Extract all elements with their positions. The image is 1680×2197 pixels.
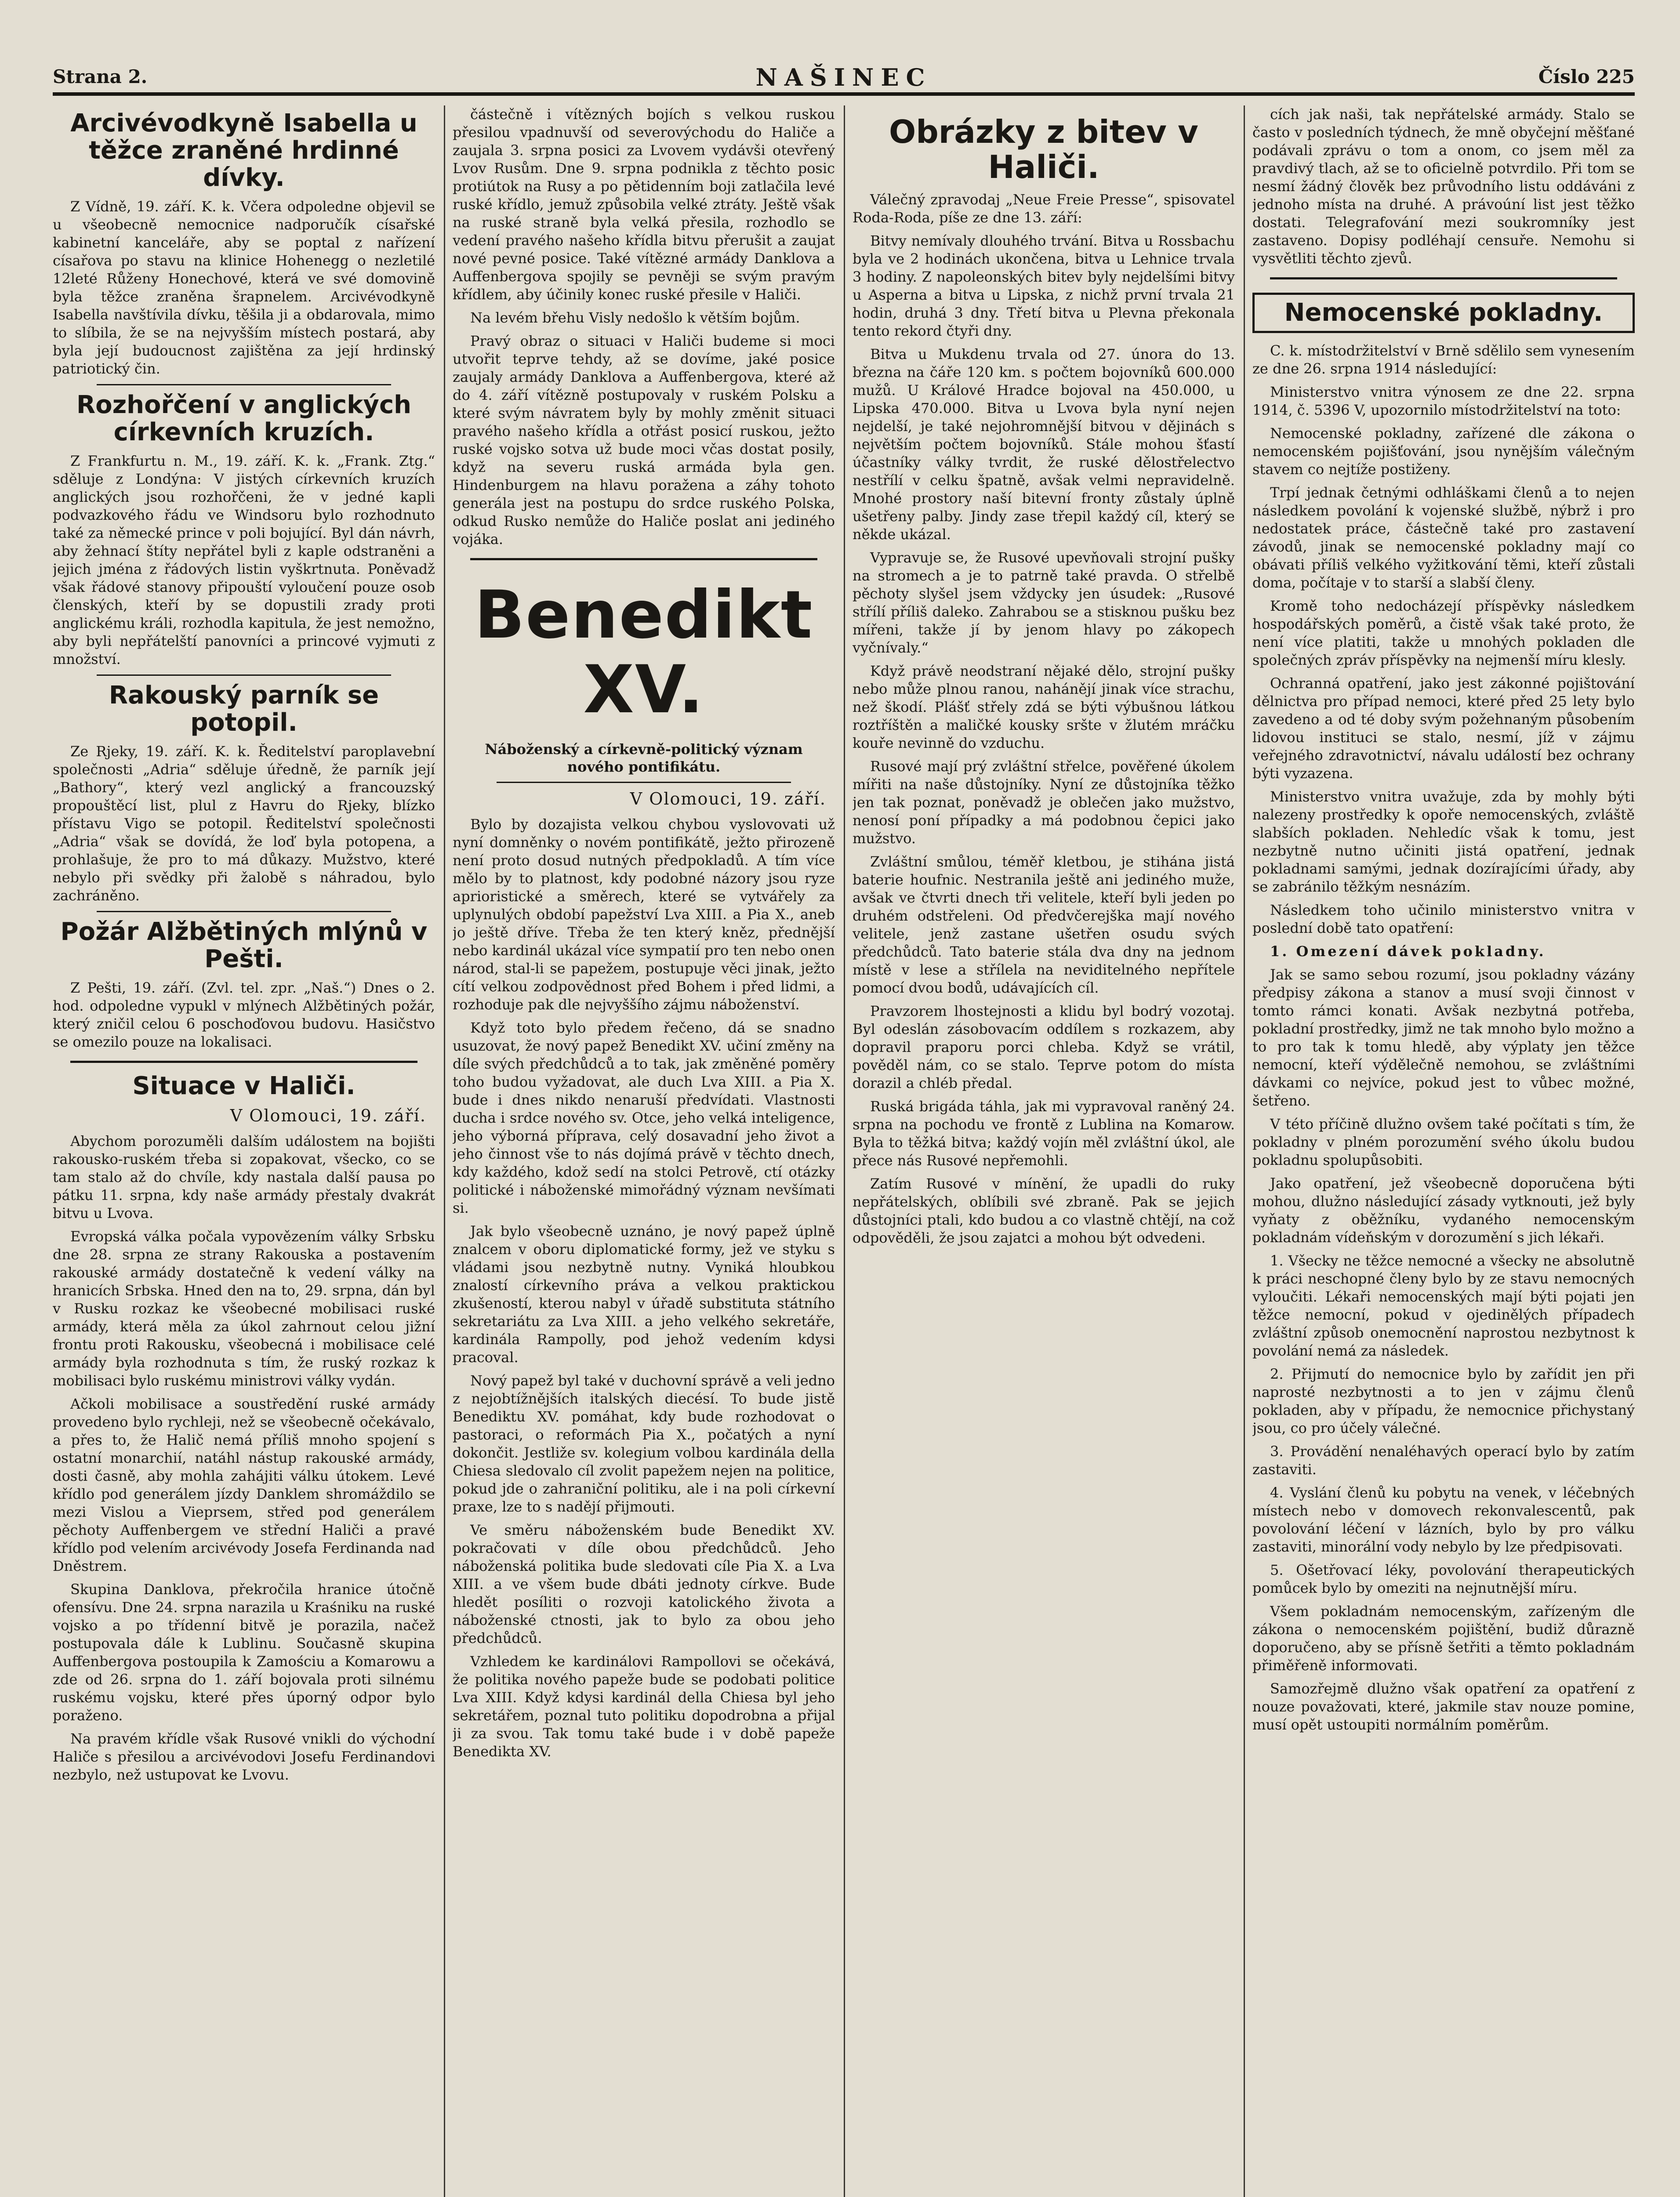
article-paragraph: Ministerstvo vnitra výnosem ze dne 22. srpna 1914, č. 5396 V, upozornilo místodržitelství na toto: <box>1252 384 1635 418</box>
article-paragraph: Na pravém křídle však Rusové vnikli do východní Haliče s přesilou a arcivévodovi Josefu Ferdinandovi nezbylo, než ustupovat ke Lvovu. <box>53 1730 435 1783</box>
divider <box>97 674 391 676</box>
dateline: V Olomouci, 19. září. <box>230 1106 426 1125</box>
article-paragraph: C. k. místodržitelství v Brně sdělilo sem vynesením ze dne 26. srpna 1914 následující: <box>1252 342 1635 377</box>
masthead <box>53 63 1635 96</box>
article-paragraph: Ochranná opatření, jako jest zákonné pojištování dělnictva pro případ nemoci, které před 25 lety bylo zavedeno a od té doby svým požehnaným působením lidovou instituci se stalo, nesmí, jíž v zájmu veřejného zdravotnictví, návalu událostí bez ochrany býti vyzazena. <box>1252 675 1635 782</box>
article-paragraph: 4. Vyslání členů ku pobytu na venek, v léčebných místech nebo v domovech rekonvalescentů, pak povolování léčení v lázních, bylo by pro válku zastaviti, minorální vody nebylo by lze předpisovati. <box>1252 1484 1635 1555</box>
article-title: Nemocenské pokladny. <box>1252 293 1635 333</box>
issue-number: Číslo 225 <box>1538 66 1635 87</box>
article-paragraph: Ve směru náboženském bude Benedikt XV. pokračovati v díle obou předchůdců. Jeho náboženská politika bude sledovati cíle Pia X. a Lva XIII. a ve všem bude dbáti jednoty církve. Bude hledět posíliti o rozvoji katolického života a náboženské ctnosti, jak to bylo za obou jeho předchůdců. <box>453 1522 835 1646</box>
article-paragraph: Zatím Rusové v mínění, že upadli do ruky nepřátelských, oblíbili své zbraně. Pak se jejich důstojníci ptali, kdo budou a co vlastně chtějí, na což odpověděli, že jsou zajatci a mohou být odvedeni. <box>853 1175 1235 1246</box>
article-paragraph: Následkem toho učinilo ministerstvo vnitra v poslední době tato opatření: <box>1252 902 1635 936</box>
article-paragraph: V této příčině dlužno ovšem také počítati s tím, že pokladny v plném porozumění svého úkolu budou pokladnu spolupůsobiti. <box>1252 1116 1635 1168</box>
article-title: Obrázky z bitev v Haliči. <box>889 113 1198 185</box>
column-rule <box>1244 105 1245 2197</box>
article-paragraph: Bitva u Mukdenu trvala od 27. února do 13. března na čáře 120 km. s počtem bojovníků 600.000 mužů. U Králové Hradce bojoval na 450.000, u Lipska 470.000. Bitva u Lvova byla nyní nejen nejdelší, je také nejohromnější bitvou v dějinách s největším počtem bojovníků. Stále mohou šťastí účastníky války tvrdit, že ruské dělostřelectvo nestřílí v celku špatně, avšak velmi nepravidelně. Mnohé prostory naší bitevní fronty zůstaly úplně ušetřeny palby. Jindy zase třepil každý cíl, který se někde ukázal. <box>853 346 1235 543</box>
article-paragraph: Nemocenské pokladny, zařízené dle zákona o nemocenském pojišťování, jsou nynějším válečným stavem co nejtíže postiženy. <box>1252 425 1635 478</box>
divider <box>97 911 391 912</box>
article-paragraph: 1. Všecky ne těžce nemocné a všecky ne absolutně k práci neschopné členy bylo by ze stavu nemocných vyloučiti. Lékaři nemocenských mají býti pojati jen těžce nemocní, pokud v ojedinělých případech zvláštní způsob onemocnění naprostou nezbytnost k povolání nemá za následek. <box>1252 1252 1635 1359</box>
article-paragraph: cích jak naši, tak nepřátelské armády. Stalo se často v posledních týdnech, že mně obyčejní měšťané podávali zprávu o tom a onom, co jsem měl za pravdivý tlach, až se to oficielně potvrdilo. Při tom se nesmí žádný člověk bez průvodního listu oddáváni z jednoho místa na druhé. A právoúní list jest těžko dostati. Telegrafování mezi soukromníky jest zastaveno. Dopisy podléhají censuře. Nemohu si vysvětliti těchto zjevů. <box>1252 106 1635 267</box>
article-title: Požár Alžbětiných mlýnů v Pešti. <box>60 917 428 973</box>
article-paragraph: Všem pokladnám nemocenským, zařízeným dle zákona o nemocenském pojištění, budiž důrazně doporučeno, aby se přísně šetřiti a těmto pokladnám přiměřeně informovati. <box>1252 1603 1635 1674</box>
article-paragraph: Jak se samo sebou rozumí, jsou pokladny vázány předpisy zákona a stanov a musí svoji činnost v tomto rámci konati. Avšak nezbytná potřeba, pokladní prostředky, jimž ne tak mnoho bylo možno a to pro tak k tomu hledě, aby výplaty jen těžce nemocní, kteří výdělečně nemohou, se zvláštními dávkami co nejvíce, pokud jest to vůbec možné, šetřeno. <box>1252 966 1635 1109</box>
column-4 <box>1252 105 1635 2197</box>
article-paragraph: Evropská válka počala vypovězením války Srbsku dne 28. srpna ze strany Rakouska a postavením rakouské armády dostatečně k vedení války na hranicích Srbska. Hned den na to, 29. srpna, dán byl v Rusku rozkaz ke všeobecné mobilisaci ruské armády, která měla za úkol zahrnout celou jižní frontu proti Rakousku, všeobecná i mobilisace celé armády byla rozhodnuta s tím, že ruský rozkaz k mobilisaci bylo ruskému ministrovi války vydán. <box>53 1228 435 1389</box>
article-title: Rakouský parník se potopil. <box>109 681 379 737</box>
column-rule <box>844 105 845 2197</box>
article-title: Situace v Haliči. <box>132 1072 356 1100</box>
article-paragraph: Pravzorem lhostejnosti a klidu byl bodrý vozotaj. Byl odeslán zásobovacím oddílem s rozkazem, aby dopravil praporu porci chleba. Když se vrátil, pověděl nám, co se stalo. Teprve potom do místa dorazil a chléb předal. <box>853 1003 1235 1091</box>
divider <box>470 558 817 560</box>
article-subtitle: Náboženský a církevně-politický význam nového pontifikátu. <box>485 741 803 775</box>
article-paragraph: Když právě neodstraní nějaké dělo, strojní pušky nebo může plnou ranou, nahánějí jinak více strachu, než škodí. Plášť střely zdá se býti výbušnou látkou roztříštěn a maličké kousky sršte v žlutém mráčku kouře nevinně do vzduchu. <box>853 663 1235 751</box>
divider <box>497 782 791 783</box>
article-paragraph: Abychom porozuměli dalším událostem na bojišti rakousko-ruském třeba si zopakovat, všecko, co se tam stalo až do chvíle, kdy nastala další pausa po pátku 11. srpna, kdy naše armády přestaly dvakrát bitvu u Lvova. <box>53 1133 435 1222</box>
article-paragraph: Bylo by dozajista velkou chybou vyslovovati už nyní domněnky o novém pontifikátě, ježto přirozeně není proto dosud nutných předpokladů. A tím více mělo by to platnost, kdy podobné názory jsou ryze aprioristické a směrech, které se vytvářely za uplynulých období papežství Lva XIII. a Pia X., aneb jo ještě dříve. Třeba že ten který kněz, přednější nebo kardinál ukázal více sympatií pro ten nebo onen národ, stal-li se papežem, postupuje věci jinak, ježto cítí velkou zodpovědnost před Bohem i před lidmi, a rozhoduje pak dle nejvyššího zájmu náboženství. <box>453 816 835 1013</box>
article-title: Benedikt XV. <box>474 577 813 728</box>
article-paragraph: Ze Rjeky, 19. září. K. k. Ředitelství paroplavební společnosti „Adria“ sděluje úředně, že parník její „Bathory“, který vezl anglický a francouzský propouštěcí list, plul z Havru do Rjeky, blízko přístavu Vigo se potopil. Ředitelství společnosti „Adria“ však se dovídá, že loď byla potopena, a prohlašuje, že pro to má důkazy. Mužstvo, které nebylo při svědky při žalobě s náhradou, bylo zachráněno. <box>53 743 435 904</box>
article-paragraph: Zvláštní smůlou, téměř kletbou, je stihána jistá baterie houfnic. Nestranila ještě ani jediného muže, avšak ve čtvrti dnech tři velitele, kteří byli jeden po druhém odstřeleni. Od předvčerejška mají nového velitele, jenž zastane ušetřen osudu svých předchůdců. Tato baterie stála dva dny na jednom místě v lese a střílela na neviditelného nepřítele pomocí dvou bodů, udávajících cíl. <box>853 853 1235 996</box>
article-paragraph: Pravý obraz o situaci v Haliči budeme si moci utvořit teprve tehdy, až se dovíme, jaké posice zaujaly armády Danklova a Auffenbergova, které až do 4. září vítězně postupovaly v ruském Polsku a které svým návratem byly by mohly změnit situaci pravého našeho křídla a otřást posicí ruskou, ježto ruské vojsko sotva už bude moci včas dostat posily, když na severu ruská armáda byla gen. Hindenburgem na hlavu poražena a záhy tohoto generála jest na postupu do srdce ruského Polska, odkud Rusko nemůže do Haliče poslat ani jediného vojáka. <box>453 333 835 547</box>
article-paragraph: Válečný zpravodaj „Neue Freie Presse“, spisovatel Roda-Roda, píše ze dne 13. září: <box>853 191 1235 226</box>
article-paragraph: Z Vídně, 19. září. K. k. Včera odpoledne objevil se u všeobecně nemocnice nadporučík císařské kabinetní kanceláře, aby se poptal z nařízení císařova po stavu na klinice Hohenegg o nezletilé 12leté Růženy Honechové, která ve své domovině byla těžce zraněna šrapnelem. Arcivévodkyně Isabella navštívila dívku, těšila ji a obdarovala, mimo to slíbila, že se na nejvyšším místech postará, aby byla její budoucnost zajištěna za její hrdinský patriotický čin. <box>53 198 435 377</box>
article-paragraph: 3. Provádění nenaléhavých operací bylo by zatím zastaviti. <box>1252 1443 1635 1478</box>
article-paragraph: Ačkoli mobilisace a soustředění ruské armády provedeno bylo rychleji, než se všeobecně očekávalo, a přes to, že Halič nemá příliš mnoho spojení s ostatní monarchií, natáhl nástup rakouské armády, dosti časně, aby mohla zahájiti válku útokem. Levé křídlo pod generálem jízdy Danklem shromáždilo se mezi Vislou a Vieprsem, střed pod generálem pěchoty Auffenbergem ve střední Haliči a pravé křídlo pod velením arcivévody Josefa Ferdinanda nad Dněstrem. <box>53 1396 435 1574</box>
article-paragraph: částečně i vítězných bojích s velkou ruskou přesilou vpadnuvší od severovýchodu do Haliče a zaujala 3. srpna posici za Lvovem vydávši otevřený Lvov Rusům. Dne 9. srpna podnikla z těchto posic protiútok na Rusy a po pětidenním boji zatlačila levé ruské křídlo, jemuž způsobila velké ztráty. Ještě však na ruské straně byla velká přesila, rozhodlo se vedení pravého našeho křídla bitvu přerušit a zaujat nové pevné posice. Také vítězné armády Danklova a Auffenbergova spojily se pevněji se svým pravým křídlem, aby účinily konec ruské přesile v Haliči. <box>453 106 835 303</box>
article-paragraph: Jak bylo všeobecně uznáno, je nový papež úplně znalcem v oboru diplomatické formy, jež ve styku s vládami jsou nezbytně nutny. Vyniká hloubkou znalostí církevního práva a velkou praktickou zkušeností, kterou nabyl v úřadě substituta státního sekretariátu za Lva XIII. a jeho velkého sekretáře, kardinála Rampolly, pod jehož vedením kdysi pracoval. <box>453 1223 835 1366</box>
article-paragraph: Vzhledem ke kardinálovi Rampollovi se očekává, že politika nového papeže bude se podobati politice Lva XIII. Když kdysi kardinál della Chiesa byl jeho sekretářem, poznal tuto politiku dopodrobna a přijal ji za svou. Tak tomu také bude i v době papeže Benedikta XV. <box>453 1653 835 1760</box>
article-paragraph: Samozřejmě dlužno však opatření za opatření z nouze považovati, které, jakmile stav nouze pomine, musí opět ustoupiti normálním poměrům. <box>1252 1680 1635 1733</box>
article-paragraph: Z Frankfurtu n. M., 19. září. K. k. „Frank. Ztg.“ sděluje z Londýna: V jistých církevních kruzích anglických jsou rozhořčeni, že v jedné kapli podvazkového řádu ve Windsoru bylo rozhodnuto také za německé prince v poli bojující. Byl dán návrh, aby žehnací štíty nepřátel byli z kaple odstraněni a jejich jména z řádových listin vyškrtnuta. Poněvadž však řádové stanovy připouští vyloučení pouze osob členských, kteří by se dopustili zrady proti anglickému králi, rozhodla kapitula, že jest nemožno, aby byli nepřátelští panovníci a princové vyjmuti z množství. <box>53 453 435 667</box>
article-title: Arcivévodkyně Isabella u těžce zraněné hrdinné dívky. <box>70 109 417 192</box>
article-paragraph: Vypravuje se, že Rusové upevňovali strojní pušky na stromech a je to patrně také pravda. O střelbě pěchoty slyšel jsem vždycky jen úsudek: „Rusové střílí příliš daleko. Zahrabou se a stisknou pušku bez mířeni, takže jí by jenom hlavy po zákopech vyčnívaly.“ <box>853 549 1235 656</box>
article-paragraph: 2. Přijmutí do nemocnice bylo by zařídit jen při naprosté nezbytnosti a to jen v zájmu členů pokladen, aby v případu, že nemocnice přichystaný jsou, co pro účely válečné. <box>1252 1366 1635 1436</box>
divider <box>1270 277 1617 279</box>
article-paragraph: Trpí jednak četnými odhláškami členů a to nejen následkem povolání k vojenské službě, nýbrž i pro nedostatek práce, částečně také pro zastavení závodů, jinak se nemocenské pokladny mají co obávati příliš velkého vyžitkování těmi, kteří zůstali doma, počítaje v to starší a slabší členy. <box>1252 484 1635 591</box>
article-paragraph: Rusové mají prý zvláštní střelce, pověřené úkolem mířiti na naše důstojníky. Nyní ze důstojníka těžko jen tak poznat, poněvadž je oblečen jako mužstvo, nenosí poní případky a má podobnou čepici jako mužstvo. <box>853 758 1235 847</box>
newspaper-title: NAŠINEC <box>755 63 932 91</box>
article-title: Rozhořčení v anglických církevních kruzích. <box>76 391 411 446</box>
article-paragraph: 1. Omezení dávek pokladny. <box>1270 943 1546 960</box>
article-paragraph: Bitvy nemívaly dlouhého trvání. Bitva u Rossbachu byla ve 2 hodinách ukončena, bitva u Lehnice trvala 3 hodiny. Z napoleonských bitev byly nejdelšími bitvy u Asperna a bitva u Lipska, z nichž první trvala 21 hodin, druhá 3 dny. Třetí bitva u Plevna překonala tento rekord čtyři dny. <box>853 232 1235 339</box>
divider <box>70 1061 417 1063</box>
article-paragraph: Nový papež byl také v duchovní správě a veli jedno z nejobtížnějších italských diecésí. To bude jistě Benediktu XV. pomáhat, kdy bude rozhodovat o pastoraci, o reformách Pia X., počatých a nyní dokončit. Jestliže sv. kolegium volbou kardinála della Chiesa sledovalo cíl zvolit papežem nejen na politice, pokud jde o zahraniční politiku, ale i na poli církevní praxe, lze to s nadějí přijmouti. <box>453 1372 835 1515</box>
article-paragraph: 5. Ošetřovací léky, povolování therapeutických pomůcek bylo by omeziti na nejnutnější míru. <box>1252 1562 1635 1596</box>
article-paragraph: Ministerstvo vnitra uvažuje, zda by mohly býti nalezeny prostředky k opoře nemocenských, zvláště slabších pokladen. Nehledíc však k tomu, jest nezbytně nutno učiniti jistá opatření, jednak pokladnami samými, jednak dozírajícími úřady, aby se zabránilo těžkým nesnázím. <box>1252 788 1635 895</box>
article-paragraph: Ruská brigáda táhla, jak mi vypravoval raněný 24. srpna na pochodu ve frontě z Lublina na Komarow. Byla to těžká bitva; každý vojín měl zvláštní úkol, ale přece nás Rusové nepřemohli. <box>853 1098 1235 1169</box>
column-3 <box>853 105 1235 2197</box>
article-paragraph: Kromě toho nedocházejí příspěvky následkem hospodářských poměrů, a čistě však také proto, že není více platiti, takže u mnohých pokladen dle společných zpráv příspěvky na nejmenší míru klesly. <box>1252 598 1635 668</box>
dateline: V Olomouci, 19. září. <box>630 789 826 808</box>
column-rule <box>444 105 445 2197</box>
article-paragraph: Když toto bylo předem řečeno, dá se snadno usuzovat, že nový papež Benedikt XV. učiní změny na díle svých předchůdců a to tak, jak změněné poměry toho budou vyžadovat, ale duch Lva XIII. a Pia X. bude i dnes nikdo nenaruší předvídati. Vlastnosti ducha i srdce nového sv. Otce, jeho velká inteligence, jeho výborná příprava, celý dosavadní jeho život a jeho činnost vše to nás dojímá právě v těchto dnech, kdy každého, kdož sedí na stolci Petrově, ctí otázky politické i náboženské mimořádný význam nevšímati si. <box>453 1019 835 1216</box>
column-2 <box>453 105 835 2197</box>
article-paragraph: Jako opatření, jež všeobecně doporučena býti mohou, dlužno následující zásady vytknouti, jež byly vyňaty z oběžníku, vydaného nemocenským pokladnám vídeňským v dorozumění s jich lékaři. <box>1252 1175 1635 1246</box>
column-1 <box>53 105 435 2197</box>
page-number: Strana 2. <box>53 66 148 87</box>
article-paragraph: Na levém břehu Visly nedošlo k větším bojům. <box>470 309 800 326</box>
article-paragraph: Skupina Danklova, překročila hranice útočně ofensívu. Dne 24. srpna narazila u Kraśniku na ruské vojsko a po třídenní bitvě je porazila, načež postupovala dále k Lublinu. Současně skupina Auffenbergova postoupila k Zamościu a Komarowu a zde od 26. srpna do 1. září bojovala proti silnému ruskému vojsku, které přes úporný odpor bylo poraženo. <box>53 1581 435 1724</box>
divider <box>97 384 391 385</box>
article-paragraph: Z Pešti, 19. září. (Zvl. tel. zpr. „Naš.“) Dnes o 2. hod. odpoledne vypukl v mlýnech Alžbětiných požár, který zničil celou 6 poschoďovou budovu. Hasičstvo se omezilo pouze na lokalisaci. <box>53 979 435 1050</box>
